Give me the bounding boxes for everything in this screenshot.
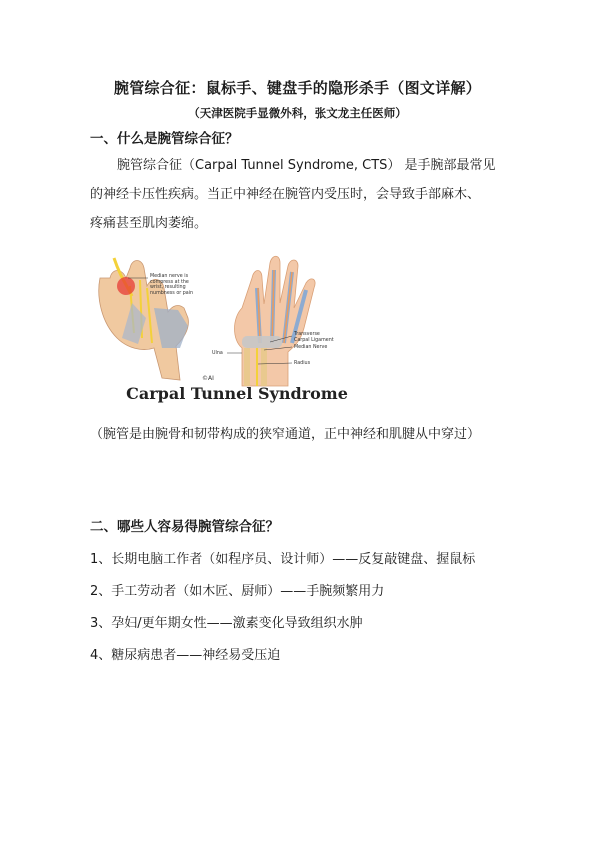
- paragraph-line: 腕管综合征（Carpal Tunnel Syndrome, CTS） 是手腕部最常见: [117, 158, 496, 173]
- paragraph-line: 的神经卡压性疾病。当正中神经在腕管内受压时，会导致手部麻木、: [90, 187, 481, 202]
- list-item: 1、长期电脑工作者（如程序员、设计师）——反复敲键盘、握鼠标: [90, 552, 476, 567]
- document-title: 腕管综合征：鼠标手、键盘手的隐形杀手（图文详解）: [113, 79, 482, 97]
- label-median-nerve-compress: Median nerve is compress at the wrist, resulting numbness or pain: [150, 274, 194, 296]
- label-ulna: Ulna: [212, 351, 223, 356]
- document-subtitle: （天津医院手显微外科，张文龙主任医师）: [188, 106, 407, 120]
- list-item: 3、孕妇/更年期女性——激素变化导致组织水肿: [90, 616, 363, 631]
- section-2-heading: 二、哪些人容易得腕管综合征？: [90, 519, 279, 535]
- list-item: 4、糖尿病患者——神经易受压迫: [90, 648, 281, 663]
- carpal-tunnel-figure: [92, 248, 352, 410]
- figure-title: Carpal Tunnel Syndrome: [126, 384, 348, 403]
- figure-caption: （腕管是由腕骨和韧带构成的狭窄通道，正中神经和肌腱从中穿过）: [90, 427, 481, 442]
- wrist-anatomy-drawing: [235, 256, 316, 386]
- figure-logo: ©AI: [202, 375, 214, 382]
- label-median-nerve: Median Nerve: [294, 345, 328, 350]
- label-transverse-carpal-ligament: Transverse Carpal Ligament: [294, 332, 334, 343]
- hand-anatomy-illustration: [92, 248, 352, 388]
- list-item: 2、手工劳动者（如木匠、厨师）——手腕频繁用力: [90, 584, 385, 599]
- section-1-heading: 一、什么是腕管综合征？: [90, 131, 239, 147]
- section-1-paragraph: [90, 151, 510, 238]
- paragraph-line: 疼痛甚至肌肉萎缩。: [90, 216, 208, 231]
- label-radius: Radius: [294, 361, 311, 366]
